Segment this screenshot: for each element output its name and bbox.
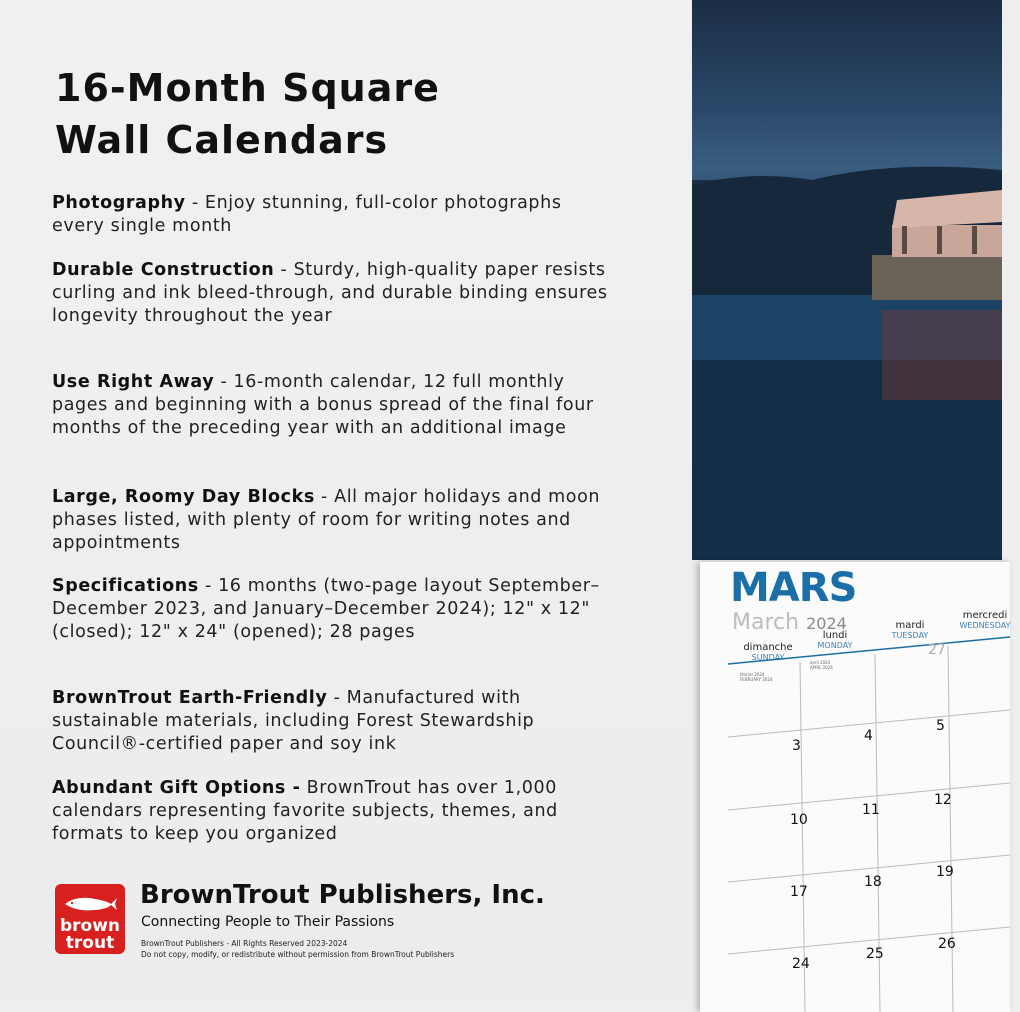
day-fr: lundi bbox=[822, 630, 848, 641]
feature-text: Sturdy, high-quality paper resists curling and ink bleed-through, and durable binding ensures longevity throughout the year bbox=[52, 260, 608, 326]
feature-use-right-away bbox=[52, 371, 612, 440]
mini-prev-label-en: FEBRUARY 2024 bbox=[740, 677, 773, 682]
mini-calendar-february bbox=[740, 672, 795, 682]
feature-heading: Use Right Away bbox=[52, 372, 215, 392]
company-tagline: Connecting People to Their Passions bbox=[141, 914, 395, 930]
mini-next-label-en: APRIL 2024 bbox=[810, 665, 833, 670]
calendar-preview bbox=[680, 0, 1011, 1000]
feature-text: All major holidays and moon phases listed, with plenty of room for writing notes and appointments bbox=[52, 487, 601, 553]
feature-heading: BrownTrout Earth-Friendly bbox=[52, 688, 328, 708]
feature-heading: Durable Construction bbox=[52, 260, 275, 280]
feature-text: 16-month calendar, 12 full monthly pages and beginning with a bonus spread of the final four months of the preceding year with an additional image bbox=[52, 372, 594, 438]
date-5: 5 bbox=[936, 718, 945, 734]
feature-durable-construction bbox=[52, 259, 612, 328]
day-en: WEDNESDAY bbox=[959, 621, 1011, 630]
feature-earth-friendly bbox=[52, 687, 612, 756]
logo-text-trout: trout bbox=[65, 933, 115, 953]
feature-text: Enjoy stunning, full-color photographs every single month bbox=[52, 193, 562, 236]
feature-separator: - bbox=[214, 372, 234, 392]
feature-heading: Specifications bbox=[52, 576, 199, 596]
month-title-french: MARS bbox=[730, 565, 857, 611]
feature-heading: Photography bbox=[52, 193, 186, 213]
legal-line-2: Do not copy, modify, or redistribute without permission from BrownTrout Publishers bbox=[141, 950, 455, 959]
feature-heading: Abundant Gift Options - bbox=[52, 778, 301, 798]
month-year: 2024 bbox=[806, 614, 847, 633]
month-english-label: March bbox=[732, 610, 800, 635]
date-3: 3 bbox=[792, 738, 801, 754]
browntrout-logo bbox=[55, 884, 125, 954]
legal-notice bbox=[141, 938, 454, 960]
feature-text: 16 months (two-page layout September–December 2023, and January–December 2024); 12" x 12" (closed); 12" x 24" (opened); 28 pages bbox=[52, 576, 600, 642]
feature-text: BrownTrout has over 1,000 calendars representing favorite subjects, themes, and formats to keep you organized bbox=[52, 778, 558, 844]
date-12: 12 bbox=[934, 792, 952, 808]
day-en: SUNDAY bbox=[751, 653, 785, 662]
company-name: BrownTrout Publishers, Inc. bbox=[140, 880, 545, 910]
lake-pier-image bbox=[692, 0, 1002, 560]
trout-icon bbox=[63, 894, 117, 914]
calendar-month-page bbox=[700, 562, 1010, 1012]
date-17: 17 bbox=[790, 884, 808, 900]
feature-photography bbox=[52, 192, 612, 238]
day-fr: dimanche bbox=[743, 642, 793, 653]
feature-day-blocks bbox=[52, 486, 612, 555]
mini-next-label: avril 2024 bbox=[810, 660, 831, 665]
day-fr: mercredi bbox=[962, 610, 1008, 621]
day-en: MONDAY bbox=[817, 641, 853, 650]
legal-line-1: BrownTrout Publishers - All Rights Reserved 2023-2024 bbox=[141, 939, 348, 948]
day-fr: mardi bbox=[895, 620, 925, 631]
date-19: 19 bbox=[936, 864, 954, 880]
logo-text-brown: brown bbox=[59, 916, 121, 936]
calendar-photo bbox=[692, 0, 1002, 560]
date-10: 10 bbox=[790, 812, 808, 828]
date-4: 4 bbox=[864, 728, 873, 744]
date-18: 18 bbox=[864, 874, 882, 890]
date-24: 24 bbox=[792, 956, 810, 972]
feature-separator: - bbox=[314, 487, 335, 507]
title-line-1: 16-Month Square bbox=[55, 66, 440, 110]
feature-heading: Large, Roomy Day Blocks bbox=[52, 487, 315, 507]
title-line-2: Wall Calendars bbox=[55, 118, 389, 162]
feature-separator: - bbox=[198, 576, 219, 596]
day-en: TUESDAY bbox=[891, 631, 929, 640]
feature-separator: - bbox=[274, 260, 294, 280]
mini-prev-label: février 2024 bbox=[740, 672, 765, 677]
date-11: 11 bbox=[862, 802, 880, 818]
feature-separator: - bbox=[327, 688, 347, 708]
feature-separator: - bbox=[185, 193, 205, 213]
page-title bbox=[55, 62, 655, 166]
calendar-grid-lines bbox=[700, 562, 1010, 1012]
date-26: 26 bbox=[938, 936, 956, 952]
feature-gift-options bbox=[52, 777, 612, 846]
feature-specifications bbox=[52, 575, 612, 644]
date-27: 27 bbox=[928, 642, 946, 658]
date-25: 25 bbox=[866, 946, 884, 962]
feature-text: Manufactured with sustainable materials, including Forest Stewardship Council®-certified paper and soy ink bbox=[52, 688, 535, 754]
mini-calendar-april bbox=[810, 660, 865, 670]
